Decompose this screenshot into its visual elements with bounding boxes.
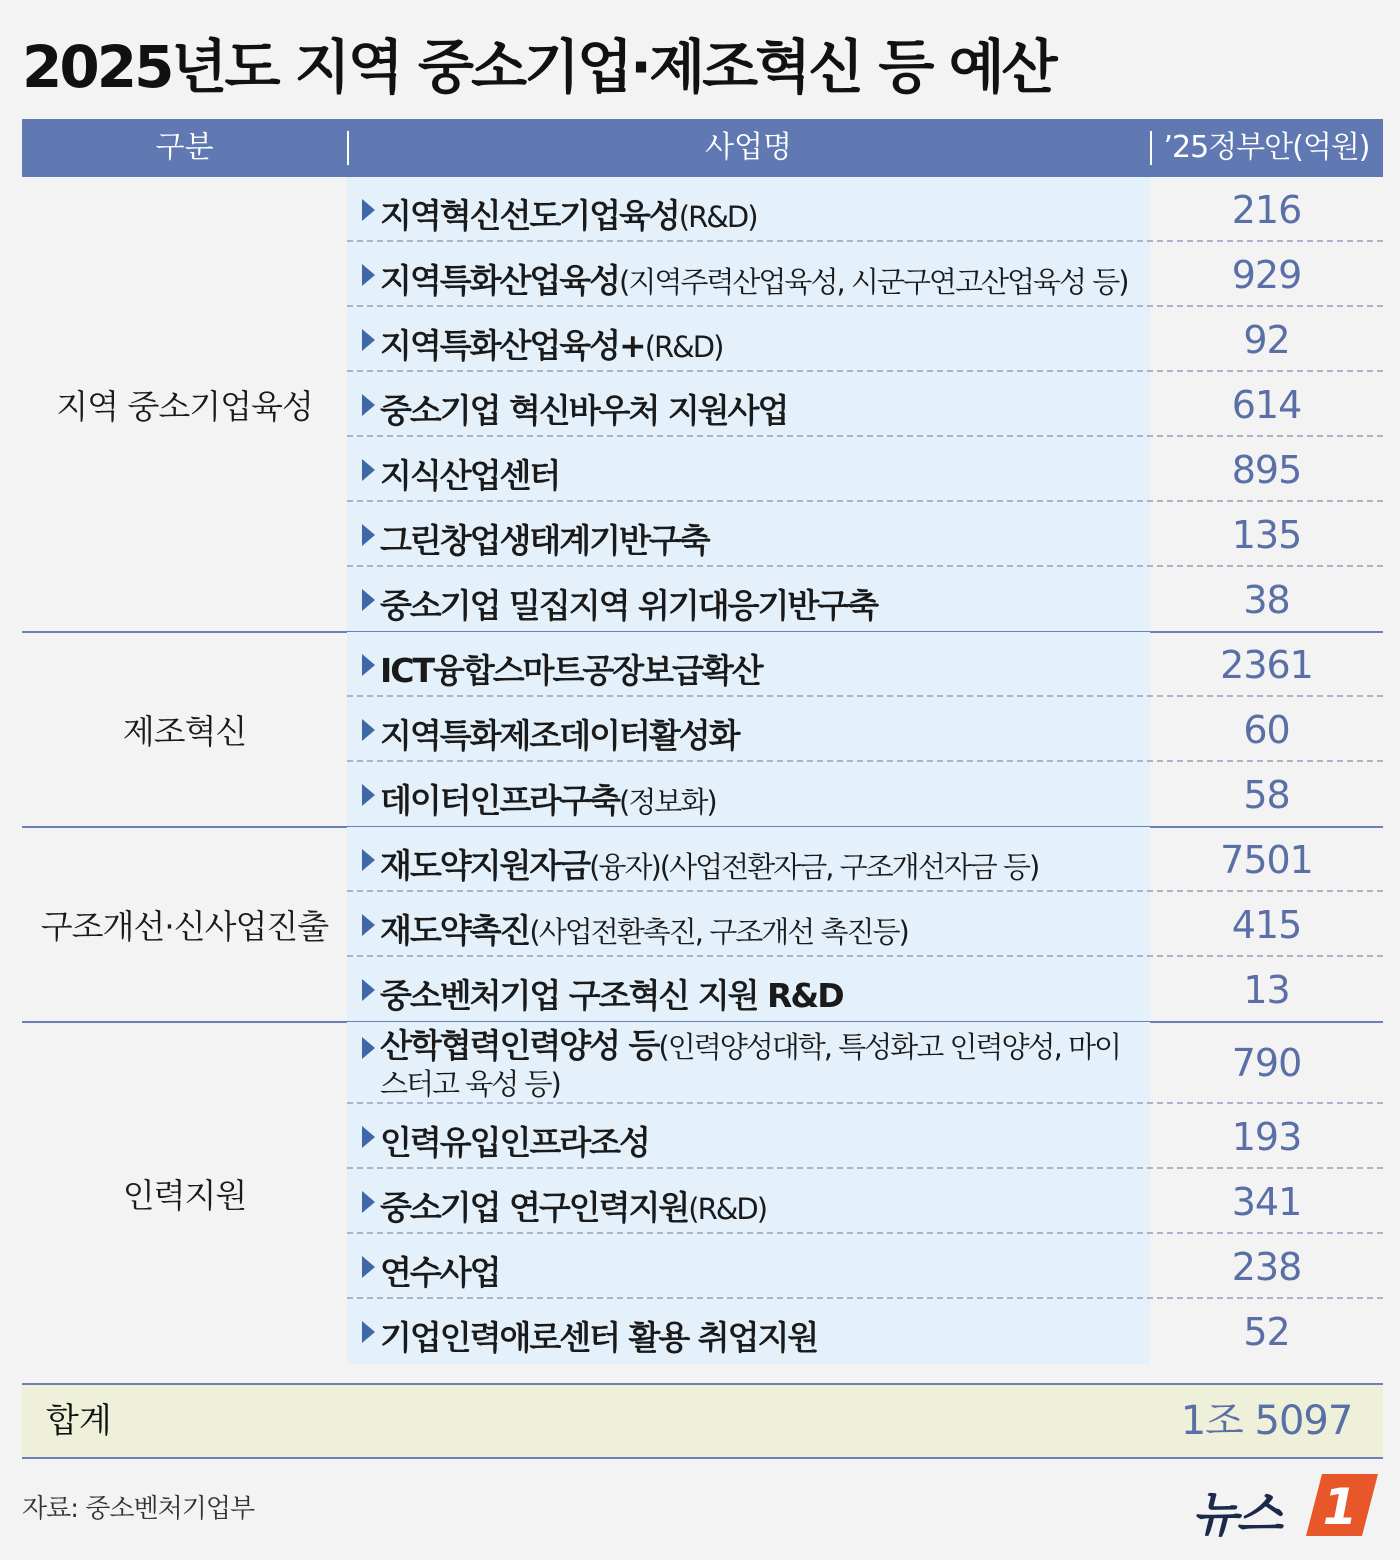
table-row (347, 307, 1383, 372)
triangle-bullet-icon (362, 329, 375, 351)
project-name-cell (347, 1234, 1150, 1299)
budget-value: 193 (1231, 1114, 1302, 1159)
budget-table (22, 177, 1383, 1383)
project-name-cell (347, 437, 1150, 502)
project-name-cell (347, 242, 1150, 307)
table-row (347, 502, 1383, 567)
budget-value: 341 (1231, 1179, 1302, 1224)
budget-value: 92 (1243, 317, 1290, 362)
project-name-main: 지역특화산업육성 (380, 260, 620, 300)
project-name (380, 905, 1144, 952)
project-name (380, 190, 1144, 237)
triangle-bullet-icon (362, 589, 375, 611)
logo-badge-text: 1 (1322, 1478, 1358, 1536)
project-name (380, 255, 1144, 302)
project-name-cell (347, 307, 1150, 372)
project-name-note: (사업전환촉진, 구조개선 촉진등) (529, 914, 908, 949)
budget-value: 135 (1231, 512, 1302, 557)
triangle-bullet-icon (362, 784, 375, 806)
project-name (380, 645, 1144, 692)
total-row (22, 1383, 1383, 1459)
project-name-cell (347, 502, 1150, 567)
project-name (380, 385, 1144, 432)
project-name-main: 지역특화산업육성+ (380, 325, 645, 365)
budget-value: 2361 (1220, 642, 1313, 687)
triangle-bullet-icon (362, 1126, 375, 1148)
project-name-main: 인력유입인프라조성 (380, 1122, 649, 1162)
header-name: 사업명 (705, 130, 792, 165)
project-name-main: 산학협력인력양성 등 (380, 1026, 659, 1065)
triangle-bullet-icon (362, 1191, 375, 1213)
table-row (347, 177, 1383, 242)
triangle-bullet-icon (362, 719, 375, 741)
project-name-note: (인력양성대학, 특성화고 인력양성, 마이스터고 육성 등) (380, 1030, 1121, 1101)
project-name-main: 중소기업 연구인력지원 (380, 1187, 689, 1227)
table-header (22, 119, 1383, 177)
budget-value: 58 (1243, 772, 1290, 817)
triangle-bullet-icon (362, 1037, 375, 1059)
project-name-cell (347, 1104, 1150, 1169)
budget-value: 7501 (1220, 837, 1313, 882)
budget-value: 52 (1243, 1309, 1290, 1354)
table-row (347, 1299, 1383, 1364)
project-name-main: 재도약지원자금 (380, 845, 590, 885)
table-row (347, 1234, 1383, 1299)
budget-value: 895 (1231, 447, 1302, 492)
project-name-cell (347, 567, 1150, 632)
project-name-main: 재도약촉진 (380, 910, 530, 950)
project-name (380, 840, 1144, 887)
budget-value: 60 (1243, 707, 1290, 752)
project-name-main: 중소기업 밀집지역 위기대응기반구축 (380, 585, 878, 625)
table-row (347, 567, 1383, 632)
source-note: 자료: 중소벤처기업부 (22, 1494, 255, 1524)
project-name-main: 중소벤처기업 구조혁신 지원 R&D (380, 975, 843, 1015)
triangle-bullet-icon (362, 1256, 375, 1278)
budget-value: 929 (1231, 252, 1302, 297)
project-name-note: (R&D) (678, 199, 757, 234)
header-value: ’25정부안(억원) (1163, 130, 1370, 165)
table-row (347, 437, 1383, 502)
table-row (347, 957, 1383, 1022)
total-value: 1조 5097 (1180, 1398, 1353, 1444)
budget-value: 790 (1231, 1041, 1302, 1085)
project-name-main: 데이터인프라구축 (380, 780, 620, 820)
project-name (380, 580, 1144, 627)
project-name-note: (정보화) (619, 784, 716, 819)
project-name (380, 450, 1144, 497)
project-name (380, 1117, 1144, 1164)
logo-text: 뉴스 (1192, 1487, 1281, 1543)
project-name (380, 320, 1144, 367)
project-name-main: ICT융합스마트공장보급확산 (380, 650, 762, 690)
category-label: 구조개선·신사업진출 (40, 907, 329, 946)
table-row (347, 1104, 1383, 1169)
page-title: 2025년도 지역 중소기업·제조혁신 등 예산 (22, 33, 1055, 101)
project-name (380, 1312, 1144, 1359)
project-name (380, 1182, 1144, 1229)
triangle-bullet-icon (362, 524, 375, 546)
budget-value: 13 (1243, 967, 1290, 1012)
project-name-note: (융자)(사업전환자금, 구조개선자금 등) (589, 849, 1039, 884)
table-row (347, 1169, 1383, 1234)
project-name (380, 710, 1144, 757)
project-name-cell (347, 827, 1150, 892)
budget-value: 415 (1231, 902, 1302, 947)
triangle-bullet-icon (362, 979, 375, 1001)
project-name-cell (347, 1169, 1150, 1234)
total-label: 합계 (46, 1401, 112, 1441)
project-name-cell (347, 697, 1150, 762)
project-name-cell (347, 177, 1150, 242)
project-name-main: 기업인력애로센터 활용 취업지원 (380, 1317, 818, 1357)
table-row (347, 827, 1383, 892)
table-row (347, 762, 1383, 827)
category-label: 인력지원 (122, 1175, 247, 1215)
table-row (347, 372, 1383, 437)
category-label: 지역 중소기업육성 (56, 387, 313, 426)
header-category: 구분 (155, 130, 214, 165)
project-name-note: (R&D) (644, 329, 723, 364)
project-name-main: 지역혁신선도기업육성 (380, 195, 679, 235)
project-name-note: (R&D) (688, 1191, 767, 1226)
project-name (380, 775, 1144, 822)
project-name-cell (347, 372, 1150, 437)
project-name-cell (347, 1022, 1150, 1104)
news1-logo (1192, 1470, 1382, 1543)
project-name-cell (347, 632, 1150, 697)
project-name (380, 515, 1144, 562)
project-name-main: 중소기업 혁신바우처 지원사업 (380, 390, 788, 430)
project-name-note: (지역주력산업육성, 시군구연고산업육성 등) (619, 264, 1128, 299)
project-name (380, 970, 1144, 1017)
project-name-main: 지식산업센터 (380, 455, 560, 495)
project-name-cell (347, 762, 1150, 827)
budget-value: 238 (1231, 1244, 1302, 1289)
project-name-cell (347, 1299, 1150, 1364)
triangle-bullet-icon (362, 199, 375, 221)
budget-value: 38 (1243, 577, 1290, 622)
project-name-main: 그린창업생태계기반구축 (380, 520, 709, 560)
project-name-cell (347, 957, 1150, 1022)
project-name (380, 1028, 1144, 1102)
budget-value: 216 (1231, 187, 1302, 232)
logo-badge-icon (1304, 1472, 1380, 1538)
triangle-bullet-icon (362, 849, 375, 871)
triangle-bullet-icon (362, 459, 375, 481)
triangle-bullet-icon (362, 654, 375, 676)
category-label: 제조혁신 (122, 712, 247, 751)
triangle-bullet-icon (362, 1321, 375, 1343)
project-name (380, 1247, 1144, 1294)
budget-value: 614 (1231, 382, 1302, 427)
table-row (347, 632, 1383, 697)
triangle-bullet-icon (362, 914, 375, 936)
triangle-bullet-icon (362, 264, 375, 286)
project-name-main: 연수사업 (380, 1252, 500, 1292)
triangle-bullet-icon (362, 394, 375, 416)
table-row (347, 242, 1383, 307)
project-name-cell (347, 892, 1150, 957)
table-row (347, 697, 1383, 762)
table-row (347, 892, 1383, 957)
project-name-main: 지역특화제조데이터활성화 (380, 715, 739, 755)
table-row (347, 1022, 1383, 1104)
